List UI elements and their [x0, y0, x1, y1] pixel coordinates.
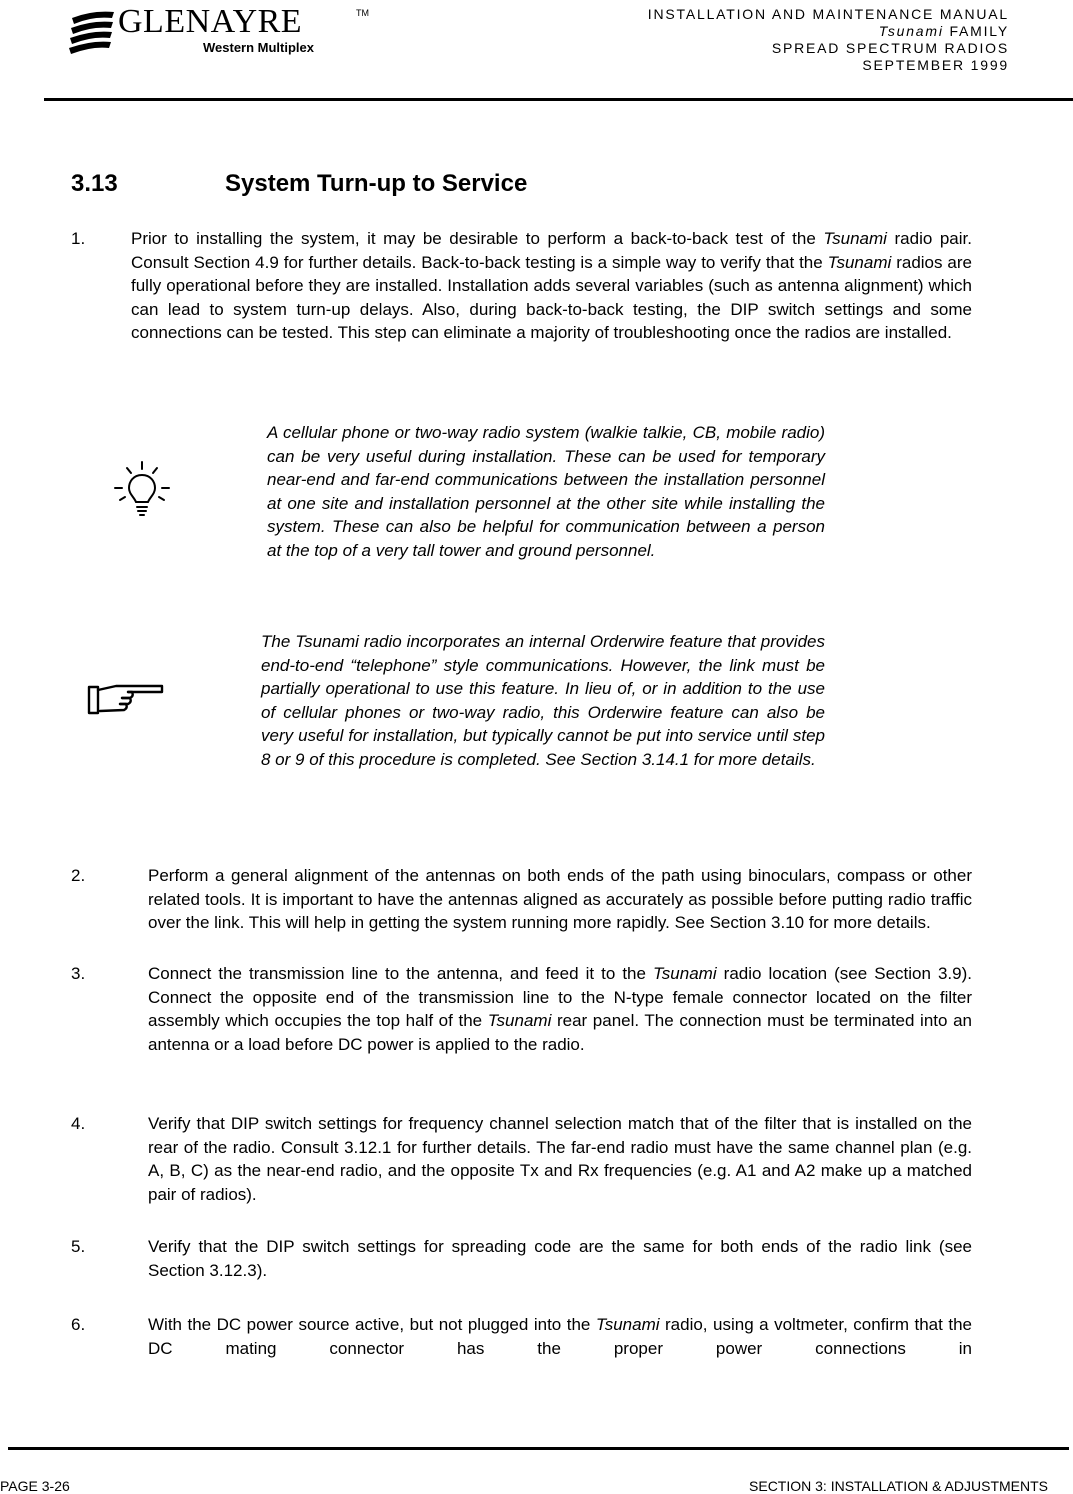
product-name: Tsunami [827, 252, 892, 272]
step-text [148, 1235, 972, 1282]
footer-divider [8, 1447, 1069, 1450]
step-text [148, 864, 972, 935]
footer-section: SECTION 3: INSTALLATION & ADJUSTMENTS [749, 1478, 1048, 1494]
logo-trademark: TM [356, 8, 369, 18]
step-text-segment: With the DC power source active, but not plugged into the [148, 1315, 596, 1334]
logo-wordmark: GLENAYRE [118, 3, 303, 40]
step-text-segment: Verify that DIP switch settings for frequency channel selection match that of the filter that is installed on the rear of the radio. Consult 3.12.1 for further details. The far-end radio must have the same channel plan (e.g. A, B, C) as the near-end radio, and the opposite Tx and Rx frequencies (e.g. A1 and A2 make up a matched pair of radios). [148, 1114, 972, 1204]
step-text-segment: radio pair. Consult Section 4.9 for further details. Back-to-back testing is a simple way to verify that the [131, 229, 972, 272]
page-number: PAGE 3-26 [0, 1478, 70, 1494]
step-number: 2. [71, 866, 86, 885]
step-number: 3. [71, 964, 86, 983]
step-text-segment: Verify that the DIP switch settings for spreading code are the same for both ends of the radio link (see Section 3.12.3). [148, 1237, 972, 1280]
step-number: 5. [71, 1237, 86, 1256]
section-title: System Turn-up to Service [225, 170, 528, 197]
product-name: Tsunami [487, 1011, 552, 1030]
step-text-segment: radio location (see Section 3.9). Connect the opposite end of the transmission line to the N-type female connector located on the filter assembly which occupies the top half of the [148, 964, 972, 1030]
logo-subtitle: Western Multiplex [203, 40, 315, 55]
tip-note: A cellular phone or two-way radio system (walkie talkie, CB, mobile radio) can be very useful during installation. These can be used for temporary near-end and far-end communications between the installation personnel at one site and installation personnel at the other site while installing the system. These can also be helpful for communication between a person at the top of a very tall tower and ground personnel. [267, 423, 825, 560]
product-family-name: Tsunami [878, 23, 944, 39]
product-family-suffix: FAMILY [943, 23, 1009, 39]
section-number: 3.13 [71, 170, 118, 197]
step-number: 1. [71, 229, 86, 248]
step-text [131, 227, 972, 345]
step-text-segment: Prior to installing the system, it may be desirable to perform a back-to-back test of the [131, 229, 824, 248]
step-text [148, 1313, 972, 1360]
step-text-segment: rear panel. The connection must be terminated into an antenna or a load before DC power is applied to the radio. [148, 1011, 972, 1054]
step-text-segment: Connect the transmission line to the antenna, and feed it to the [148, 964, 653, 983]
product-name: Tsunami [823, 229, 887, 248]
orderwire-note: The Tsunami radio incorporates an internal Orderwire feature that provides end-to-end “telephone” style communications. However, the link must be partially operational to use this feature. In lieu of, or in addition to the use of cellular phones or two-way radio, this Orderwire feature can also be very useful for installation, but typically cannot be put into service until step 8 or 9 of this procedure is completed. See Section 3.14.1 for more details. [261, 632, 825, 769]
lightbulb-icon [112, 460, 172, 520]
product-line: SPREAD SPECTRUM RADIOS [771, 40, 1009, 56]
product-name: Tsunami [595, 1315, 660, 1334]
step-text-segment: radio, using a voltmeter, confirm that the DC mating connector has the proper power connections in [148, 1315, 972, 1358]
step-number: 6. [71, 1315, 86, 1334]
publication-date: SEPTEMBER 1999 [862, 57, 1009, 73]
running-header [648, 6, 1009, 74]
step-text [148, 962, 972, 1056]
step-text-segment: radios are fully operational before they are installed. Installation adds several variables (such as antenna alignment) which can lead to system turn-up delays. Also, during back-to-back testing, the DIP switch settings and some connections can be tested. This step can eliminate a majority of troubleshooting once the radios are installed. [131, 252, 972, 342]
logo-swoosh-icon [68, 10, 116, 56]
company-logo [68, 4, 368, 62]
step-text [148, 1112, 972, 1206]
step-text-segment: Perform a general alignment of the antennas on both ends of the path using binoculars, compass or other related tools. It is important to have the antennas aligned as accurately as possible before putting radio traffic over the link. This will help in getting the system running more rapidly. See Section 3.10 for more details. [148, 866, 972, 932]
header-divider [44, 98, 1073, 101]
product-name: Tsunami [652, 964, 717, 983]
product-family [648, 23, 1009, 40]
step-number: 4. [71, 1114, 86, 1133]
pointing-hand-icon [86, 678, 166, 718]
manual-title: INSTALLATION AND MAINTENANCE MANUAL [647, 6, 1009, 22]
